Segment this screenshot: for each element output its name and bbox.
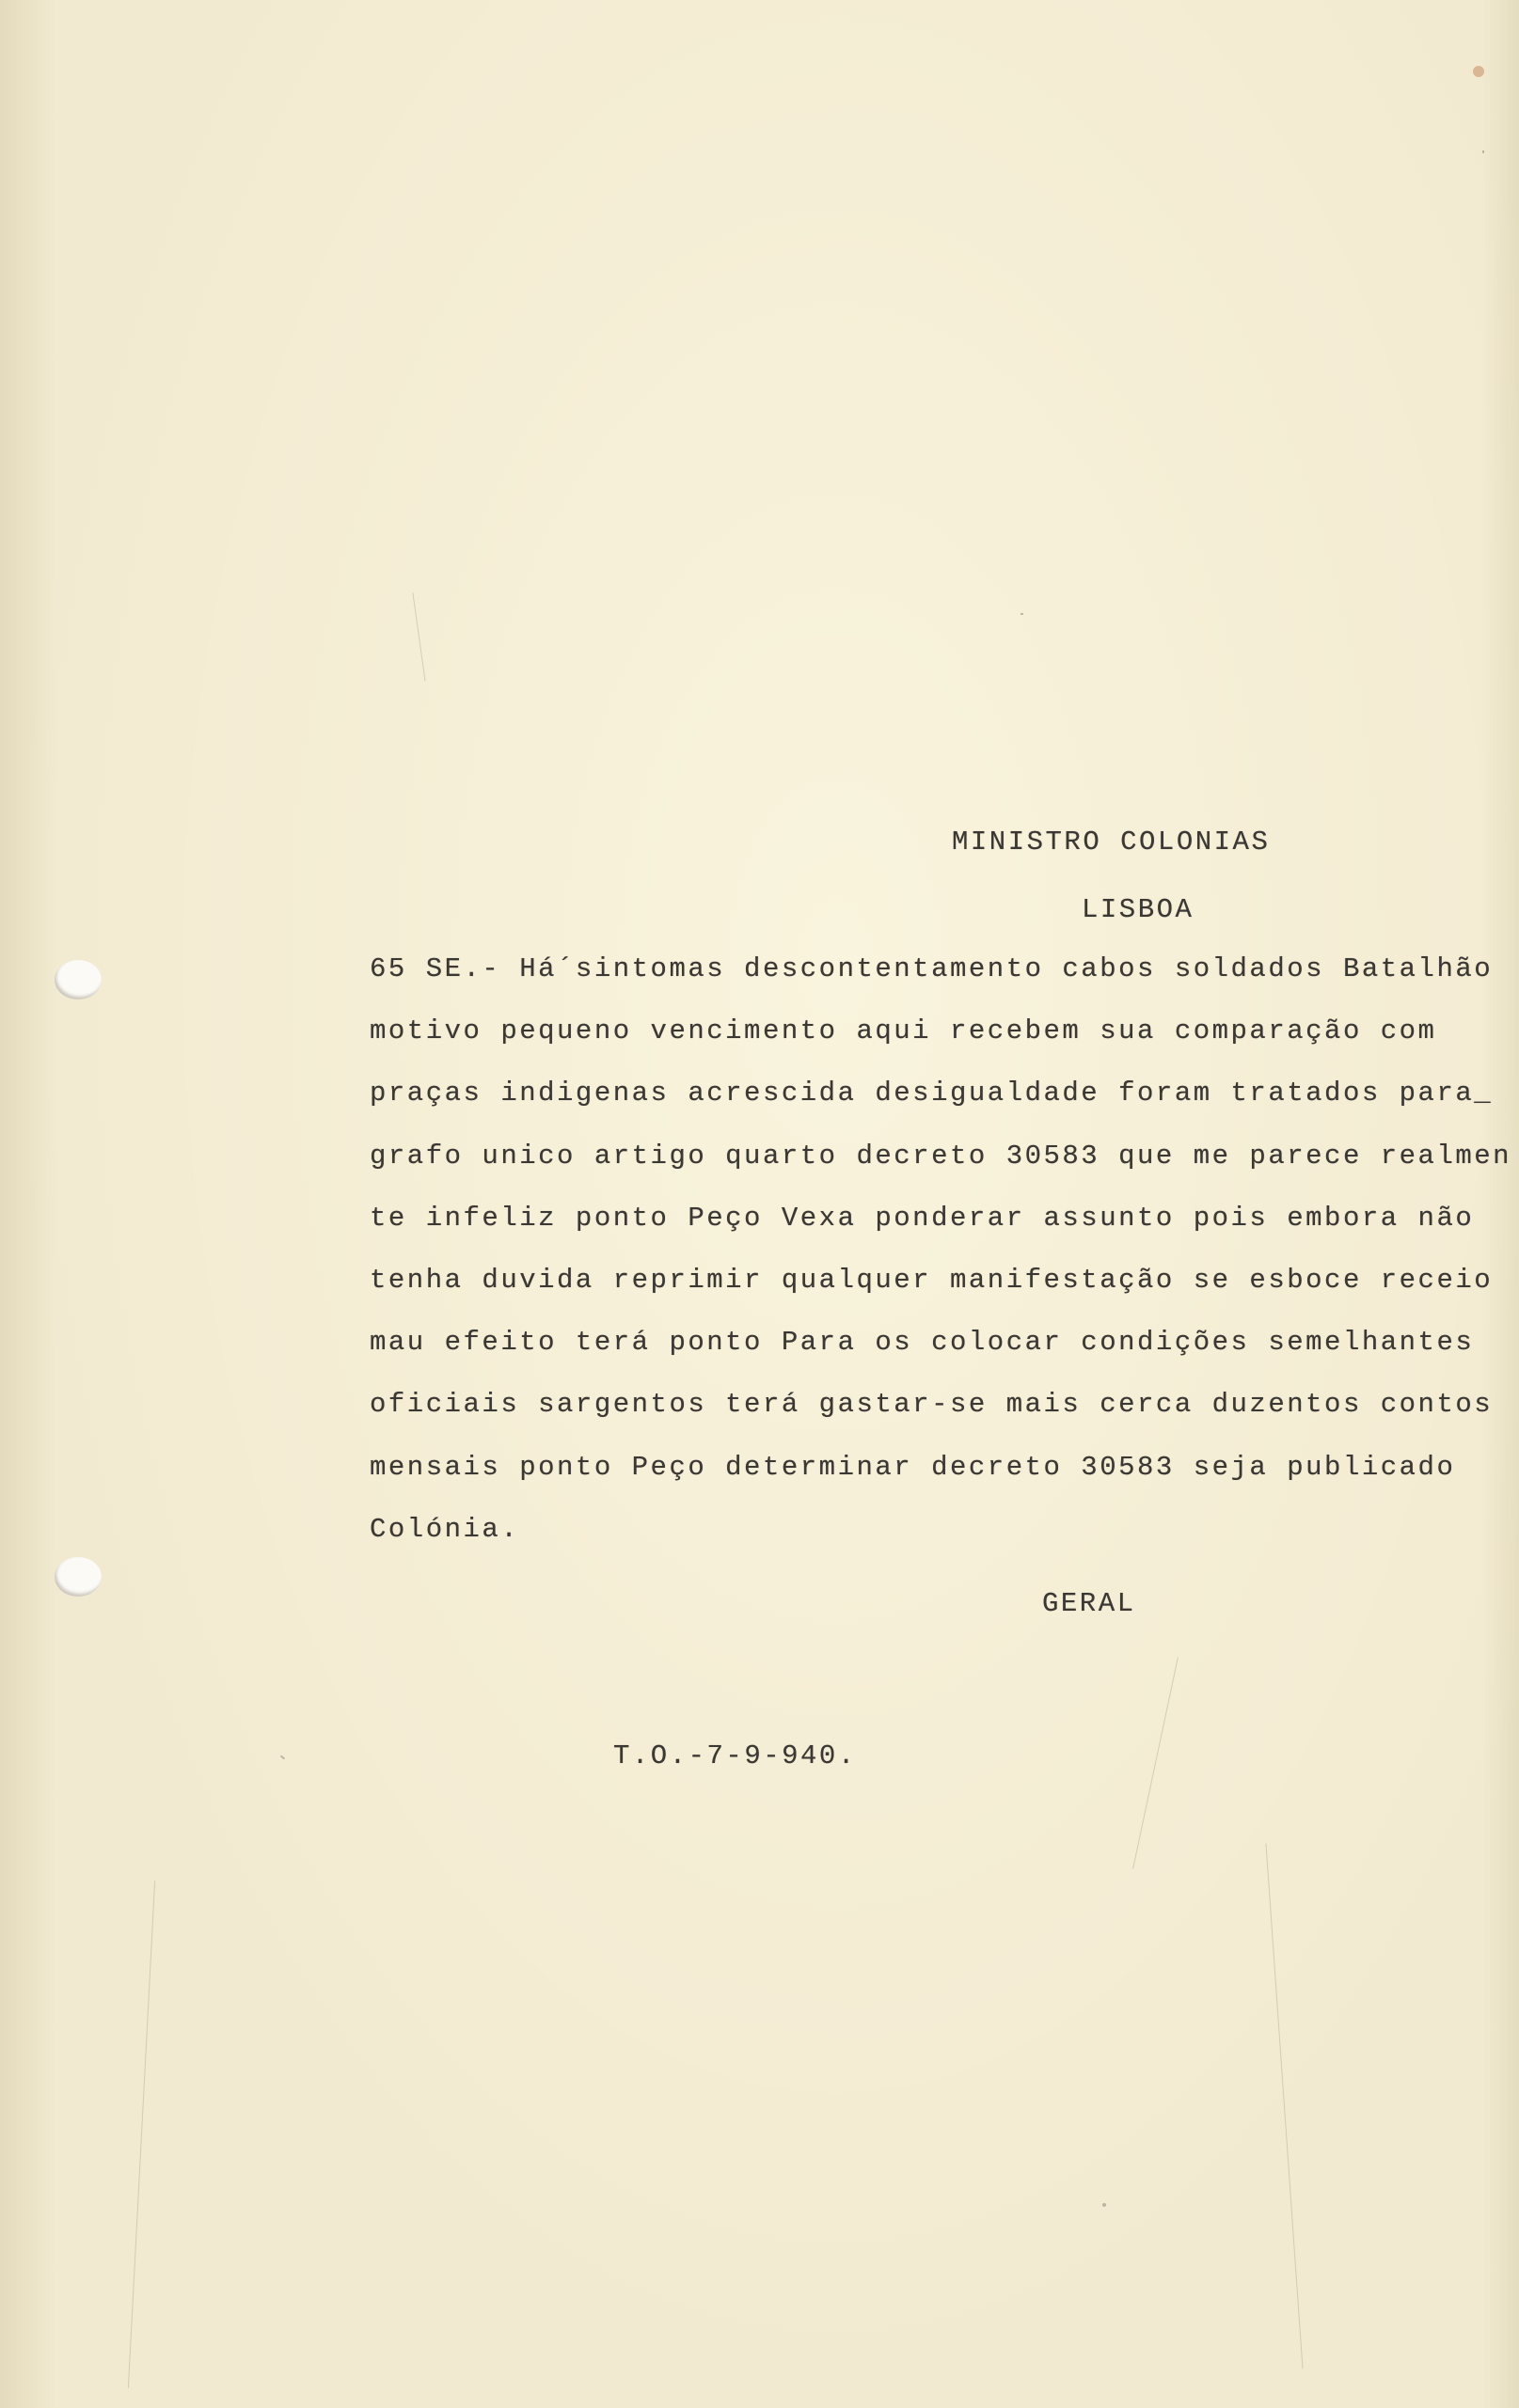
crease-line: [128, 1881, 155, 2387]
ink-speck: [1021, 613, 1023, 615]
body-line: te infeliz ponto Peço Vexa ponderar assunto pois embora não: [370, 1202, 1475, 1234]
body-line: grafo unico artigo quarto decreto 30583 que me parece realmen: [370, 1140, 1512, 1172]
crease-line: [412, 592, 425, 681]
body-line: motivo pequeno vencimento aqui recebem sua comparação com: [370, 1015, 1437, 1047]
body-line: praças indigenas acrescida desigualdade foram tratados para_: [370, 1078, 1494, 1110]
body-line: Colónia.: [370, 1513, 520, 1545]
crease-line: [1265, 1844, 1303, 2369]
body-line: mensais ponto Peço determinar decreto 30583 seja publicado: [370, 1451, 1456, 1483]
paper-stain: [1473, 66, 1484, 77]
crease-line: [1132, 1657, 1179, 1868]
signature: GERAL: [1042, 1588, 1136, 1619]
body-line: tenha duvida reprimir qualquer manifestação se esboce receio: [370, 1264, 1494, 1296]
body-line: mau efeito terá ponto Para os colocar condições semelhantes: [370, 1327, 1475, 1359]
ink-speck: [1482, 150, 1484, 153]
body-line: oficiais sargentos terá gastar-se mais cerca duzentos contos: [370, 1389, 1494, 1421]
body-line: 65 SE.- Há´sintomas descontentamento cabos soldados Batalhão: [370, 953, 1494, 984]
punch-hole-bottom: [55, 1557, 102, 1597]
ink-speck: [280, 1755, 285, 1760]
ink-speck: [1102, 2203, 1106, 2207]
addressee-city: LISBOA: [1082, 894, 1195, 925]
addressee: MINISTRO COLONIAS: [952, 826, 1271, 858]
punch-hole-top: [55, 960, 102, 999]
telegram-body: [370, 952, 1511, 1575]
reference-date: T.O.-7-9-940.: [613, 1740, 857, 1771]
